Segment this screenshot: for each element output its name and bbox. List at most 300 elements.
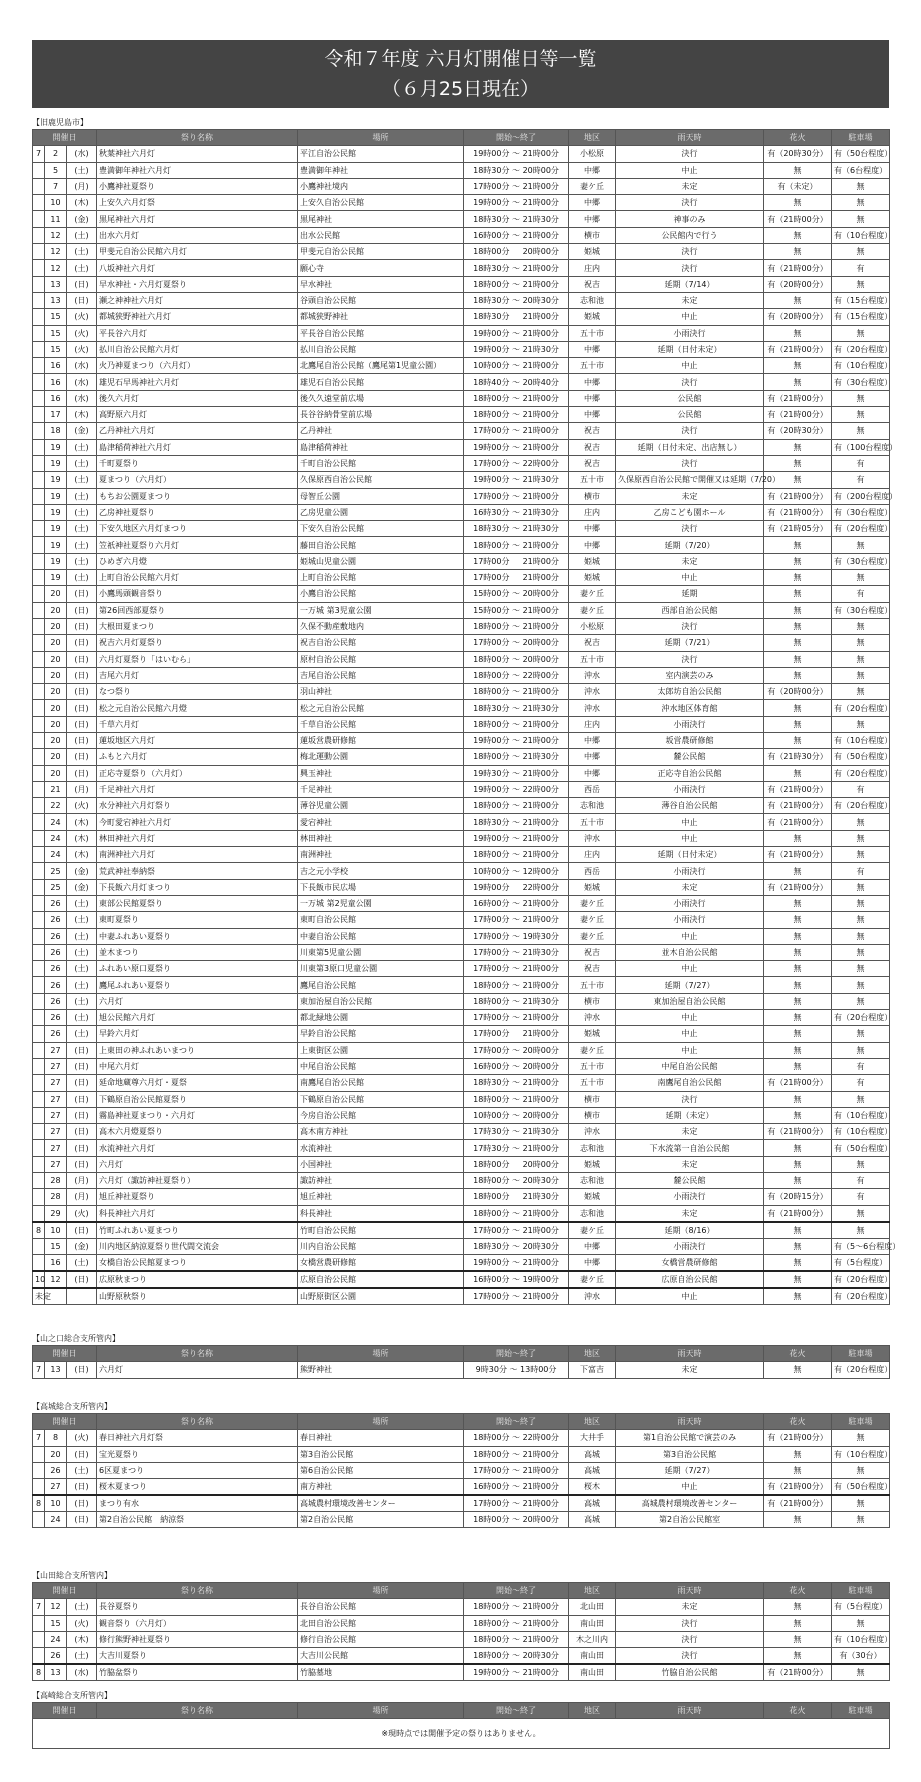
- table-cell: [33, 814, 45, 830]
- table-cell: 有（30台程度）: [832, 602, 890, 618]
- table-cell: 早鈴自治公民館: [298, 1026, 464, 1042]
- table-cell: 有（50台程度）: [832, 146, 890, 162]
- table-cell: [33, 586, 45, 602]
- table-cell: (木): [67, 195, 97, 211]
- table-cell: 19: [45, 439, 67, 455]
- table-cell: 無: [832, 1205, 890, 1222]
- table-cell: [33, 537, 45, 553]
- table-cell: 決行: [616, 618, 764, 634]
- table-cell: 有（10台程度）: [832, 1124, 890, 1140]
- table-cell: 乙房児童公園: [298, 504, 464, 520]
- table-cell: 竹町ふれあい夏まつり: [97, 1222, 298, 1239]
- table-cell: 姫城: [569, 309, 616, 325]
- table-row: [33, 1156, 890, 1172]
- table-cell: 無: [832, 814, 890, 830]
- table-cell: 早水神社・六月灯夏祭り: [97, 276, 298, 292]
- table-cell: 上安久六月灯祭: [97, 195, 298, 211]
- table-cell: 姫城: [569, 1026, 616, 1042]
- table-row: [33, 195, 890, 211]
- table-cell: 黒尾神社六月灯: [97, 211, 298, 227]
- table-row: [33, 716, 890, 732]
- table-cell: 16: [45, 1254, 67, 1271]
- table-cell: 姫城: [569, 879, 616, 895]
- table-cell: [33, 553, 45, 569]
- table-cell: [33, 504, 45, 520]
- table-cell: 沖水: [569, 1010, 616, 1026]
- table-row: [33, 830, 890, 846]
- table-cell: (土): [67, 521, 97, 537]
- table-cell: 諏訪神社: [298, 1173, 464, 1189]
- table-cell: [33, 178, 45, 194]
- table-cell: 24: [45, 814, 67, 830]
- table-cell: 延期（7/21）: [616, 635, 764, 651]
- table-cell: 26: [45, 928, 67, 944]
- table-cell: 南鷹尾自治公民館: [298, 1075, 464, 1091]
- table-cell: 千町夏祭り: [97, 455, 298, 471]
- header-cell: 祭り名称: [97, 1346, 298, 1362]
- header-cell: 開始～終了: [464, 130, 569, 146]
- table-cell: 甲斐元自治公民館六月灯: [97, 244, 298, 260]
- table-cell: 無: [764, 553, 832, 569]
- table-cell: 雄児石早馬神社六月灯: [97, 374, 298, 390]
- table-cell: 南洲神社: [298, 847, 464, 863]
- table-cell: [33, 1189, 45, 1205]
- table-cell: 27: [45, 1124, 67, 1140]
- table-cell: 下安久地区六月灯まつり: [97, 521, 298, 537]
- table-cell: 16: [45, 390, 67, 406]
- table-row: [33, 1479, 890, 1496]
- table-cell: 27: [45, 1058, 67, 1074]
- table-cell: (日): [67, 716, 97, 732]
- table-cell: 桜木夏まつり: [97, 1479, 298, 1496]
- table-cell: 小雨決行: [616, 863, 764, 879]
- table-cell: (土): [67, 570, 97, 586]
- table-cell: 24: [45, 847, 67, 863]
- table-cell: 下富吉: [569, 1362, 616, 1378]
- table-cell: 無: [832, 1664, 890, 1681]
- table-cell: 第3自治公民館: [616, 1446, 764, 1462]
- table-cell: 15: [45, 1238, 67, 1254]
- table-cell: [33, 732, 45, 748]
- table-cell: 小松原: [569, 618, 616, 634]
- table-cell: 公民館内で行う: [616, 227, 764, 243]
- table-cell: 無: [764, 944, 832, 960]
- table-row: [33, 863, 890, 879]
- table-cell: 有: [832, 781, 890, 797]
- table-row: [33, 667, 890, 683]
- table-cell: 東加治屋自治公民館: [616, 993, 764, 1009]
- table-row: [33, 1615, 890, 1631]
- table-cell: (日): [67, 684, 97, 700]
- table-cell: 無: [832, 390, 890, 406]
- table-cell: 13: [45, 276, 67, 292]
- table-cell: 南山田: [569, 1664, 616, 1681]
- table-cell: [33, 1107, 45, 1123]
- table-cell: 中止: [616, 1010, 764, 1026]
- table-cell: 20: [45, 765, 67, 781]
- header-cell: 駐車場: [832, 1703, 890, 1719]
- table-row: [33, 814, 890, 830]
- table-cell: 女橋営農研修館: [616, 1254, 764, 1271]
- table-cell: 中止: [616, 928, 764, 944]
- table-cell: 18時00分 ～ 21時00分: [464, 407, 569, 423]
- table-cell: 無: [764, 961, 832, 977]
- table-cell: 庄内: [569, 260, 616, 276]
- table-cell: [33, 244, 45, 260]
- table-cell: 五十市: [569, 814, 616, 830]
- table-cell: 7: [45, 178, 67, 194]
- table-cell: (日): [67, 586, 97, 602]
- table-cell: 平江自治公民館: [298, 146, 464, 162]
- table-cell: 26: [45, 1026, 67, 1042]
- header-cell: 花火: [764, 1703, 832, 1719]
- table-cell: 千足神社: [298, 781, 464, 797]
- table-cell: 祝吉: [569, 423, 616, 439]
- table-cell: 長谷夏祭り: [97, 1599, 298, 1615]
- table-cell: 28: [45, 1173, 67, 1189]
- table-cell: 有（50台程度）: [832, 1479, 890, 1496]
- table-cell: (木): [67, 830, 97, 846]
- table-cell: 有（30台程度）: [832, 553, 890, 569]
- table-cell: 有（50台程度）: [832, 749, 890, 765]
- table-cell: 24: [45, 1631, 67, 1647]
- table-cell: 有（15台程度）: [832, 309, 890, 325]
- table-cell: 雄児石自治公民館: [298, 374, 464, 390]
- section: [32, 1570, 893, 1681]
- table-cell: [33, 993, 45, 1009]
- table-cell: もちお公園夏まつり: [97, 488, 298, 504]
- table-row: [33, 847, 890, 863]
- table-cell: 18時00分 ～ 21時00分: [464, 1205, 569, 1222]
- table-cell: (土): [67, 912, 97, 928]
- table-cell: 上安久自治公民館: [298, 195, 464, 211]
- header-cell: 開始～終了: [464, 1346, 569, 1362]
- table-cell: 有（6台程度）: [832, 162, 890, 178]
- table-cell: 27: [45, 1140, 67, 1156]
- table-cell: 16時00分 ～ 21時00分: [464, 1479, 569, 1496]
- table-cell: 小鷹自治公民館: [298, 586, 464, 602]
- table-cell: 小鷹馬頭観音祭り: [97, 586, 298, 602]
- table-cell: 小鷹神社境内: [298, 178, 464, 194]
- table-cell: 無: [832, 1026, 890, 1042]
- table-cell: 19: [45, 537, 67, 553]
- table-cell: 無: [764, 1512, 832, 1528]
- table-cell: 10: [33, 1271, 45, 1288]
- table-cell: 8: [33, 1664, 45, 1681]
- table-cell: 16時30分 ～ 21時30分: [464, 504, 569, 520]
- table-cell: 林田神社六月灯: [97, 830, 298, 846]
- table-cell: 有（21時00分）: [764, 1430, 832, 1446]
- table-cell: 12: [45, 244, 67, 260]
- table-cell: (木): [67, 847, 97, 863]
- table-row: [33, 895, 890, 911]
- table-cell: 麓公民館: [616, 749, 764, 765]
- table-row: [33, 472, 890, 488]
- table-cell: 川東第3原口児童公園: [298, 961, 464, 977]
- table-cell: 19時00分 ～ 21時00分: [464, 195, 569, 211]
- table-cell: 16時00分 ～ 21時00分: [464, 895, 569, 911]
- table-cell: 17時00分 ～ 22時00分: [464, 455, 569, 471]
- table-cell: (木): [67, 814, 97, 830]
- table-cell: 有（21時00分）: [764, 390, 832, 406]
- table-cell: [33, 195, 45, 211]
- table-row: [33, 1189, 890, 1205]
- table-cell: 沖水: [569, 684, 616, 700]
- table-cell: 20: [45, 700, 67, 716]
- table-cell: 5: [45, 162, 67, 178]
- table-cell: 姫城山児童公園: [298, 553, 464, 569]
- table-cell: 有（30台）: [832, 1648, 890, 1665]
- table-cell: 無: [832, 716, 890, 732]
- table-row: [33, 146, 890, 162]
- table-cell: 無: [764, 1026, 832, 1042]
- table-cell: [33, 1140, 45, 1156]
- header-cell: 祭り名称: [97, 1583, 298, 1599]
- table-row: [33, 912, 890, 928]
- table-cell: 横市: [569, 1091, 616, 1107]
- table-cell: 無: [832, 912, 890, 928]
- table-cell: 有（15台程度）: [832, 292, 890, 308]
- section: [32, 1401, 893, 1528]
- table-cell: 熊野神社: [298, 1362, 464, 1378]
- table-cell: [33, 390, 45, 406]
- table-cell: [33, 879, 45, 895]
- table-cell: (土): [67, 1010, 97, 1026]
- table-row: [33, 1288, 890, 1305]
- table-cell: (日): [67, 765, 97, 781]
- section-title: 【旧鹿児島市】: [32, 118, 88, 127]
- header-cell: 場所: [298, 1583, 464, 1599]
- table-cell: 千町自治公民館: [298, 455, 464, 471]
- table-cell: まつり有水: [97, 1495, 298, 1512]
- table-cell: [33, 1479, 45, 1496]
- table-cell: 下安久自治公民館: [298, 521, 464, 537]
- table-cell: [33, 1156, 45, 1172]
- table-cell: 無: [764, 618, 832, 634]
- table-cell: 17時30分 ～ 21時00分: [464, 1140, 569, 1156]
- header-cell: 駐車場: [832, 130, 890, 146]
- table-cell: 中止: [616, 1479, 764, 1496]
- table-cell: 19: [45, 455, 67, 471]
- table-cell: 女橋営農研修館: [298, 1254, 464, 1271]
- table-cell: 12: [45, 227, 67, 243]
- table-cell: [33, 1238, 45, 1254]
- table-cell: 出水公民館: [298, 227, 464, 243]
- table-cell: 中止: [616, 309, 764, 325]
- table-cell: 25: [45, 863, 67, 879]
- table-cell: 久保原西自治公民館で開催又は延期（7/20）: [616, 472, 764, 488]
- table-cell: 24: [45, 830, 67, 846]
- table-cell: (日): [67, 602, 97, 618]
- table-cell: 祝吉: [569, 276, 616, 292]
- table-cell: 桜木: [569, 1479, 616, 1496]
- table-cell: 都城狭野神社: [298, 309, 464, 325]
- table-cell: 延期（日付未定）: [616, 341, 764, 357]
- table-row: [33, 439, 890, 455]
- table-cell: 19時00分 22時00分: [464, 879, 569, 895]
- header-cell: 地区: [569, 130, 616, 146]
- table-cell: (日): [67, 1107, 97, 1123]
- table-cell: 無: [832, 195, 890, 211]
- table-cell: 無: [764, 1615, 832, 1631]
- table-cell: 決行: [616, 244, 764, 260]
- table-cell: 横市: [569, 993, 616, 1009]
- table-cell: 18時00分 ～ 21時00分: [464, 847, 569, 863]
- table-cell: 17時00分 ～ 19時30分: [464, 928, 569, 944]
- table-cell: 五十市: [569, 472, 616, 488]
- table-cell: (月): [67, 781, 97, 797]
- table-cell: 無: [832, 667, 890, 683]
- table-cell: 28: [45, 1189, 67, 1205]
- header-row: [33, 1346, 890, 1362]
- table-cell: 有: [832, 260, 890, 276]
- table-cell: 13: [45, 1664, 67, 1681]
- table-cell: 南山田: [569, 1615, 616, 1631]
- table-cell: 無: [832, 928, 890, 944]
- table-cell: 無: [764, 765, 832, 781]
- table-cell: 秋葉神社六月灯: [97, 146, 298, 162]
- table-cell: (月): [67, 178, 97, 194]
- table-cell: 姫城: [569, 1189, 616, 1205]
- table-cell: 18時30分 ～ 21時30分: [464, 700, 569, 716]
- table-cell: なつ祭り: [97, 684, 298, 700]
- table-cell: 19時00分 ～ 21時00分: [464, 439, 569, 455]
- table-cell: 10時00分 ～ 21時00分: [464, 358, 569, 374]
- table-cell: 庄内: [569, 504, 616, 520]
- table-cell: 小雨決行: [616, 716, 764, 732]
- table-cell: 麓公民館: [616, 1173, 764, 1189]
- table-cell: 無: [764, 586, 832, 602]
- table-cell: 延期（7/27）: [616, 1462, 764, 1478]
- section: [32, 1333, 893, 1379]
- table-cell: 妻ケ丘: [569, 912, 616, 928]
- table-row: [33, 1058, 890, 1074]
- table-cell: 10: [45, 195, 67, 211]
- table-row: [33, 260, 890, 276]
- table-cell: 17時00分 ～ 20時00分: [464, 1042, 569, 1058]
- table-cell: 霧島神社夏まつり・六月灯: [97, 1107, 298, 1123]
- table-cell: 19時00分 ～ 21時30分: [464, 341, 569, 357]
- table-cell: 12: [45, 1271, 67, 1288]
- table-cell: 無: [832, 895, 890, 911]
- table-cell: [33, 944, 45, 960]
- table-cell: 未定: [33, 1288, 45, 1305]
- table-cell: 庄内: [569, 716, 616, 732]
- table-cell: (火): [67, 341, 97, 357]
- table-cell: 沖水: [569, 1288, 616, 1305]
- table-cell: 無: [832, 276, 890, 292]
- table-cell: 19時30分 ～ 21時00分: [464, 765, 569, 781]
- table-cell: 薄谷自治公民館: [616, 798, 764, 814]
- table-cell: 大井手: [569, 1430, 616, 1446]
- table-row: [33, 749, 890, 765]
- table-cell: 高城: [569, 1462, 616, 1478]
- table-cell: 第1自治公民館で演芸のみ: [616, 1430, 764, 1446]
- table-cell: [33, 765, 45, 781]
- table-cell: 有（20時00分）: [764, 309, 832, 325]
- table-cell: 払川自治公民館: [298, 341, 464, 357]
- table-cell: 無: [764, 1222, 832, 1239]
- table-cell: 中郷: [569, 537, 616, 553]
- table-cell: 有（20台程度）: [832, 765, 890, 781]
- header-cell: 駐車場: [832, 1414, 890, 1430]
- table-cell: 有（10台程度）: [832, 732, 890, 748]
- table-cell: 17時00分 ～ 21時00分: [464, 423, 569, 439]
- table-cell: 南鷹尾自治公民館: [616, 1075, 764, 1091]
- table-row: [33, 1205, 890, 1222]
- table-cell: 無: [764, 1446, 832, 1462]
- table-cell: 20: [45, 651, 67, 667]
- table-row: [33, 1107, 890, 1123]
- table-cell: 有（50台程度）: [832, 1140, 890, 1156]
- header-cell: 開催日: [33, 130, 97, 146]
- table-cell: 志和池: [569, 1140, 616, 1156]
- table-cell: 26: [45, 895, 67, 911]
- table-cell: [33, 618, 45, 634]
- table-cell: (日): [67, 1446, 97, 1462]
- table-cell: 中郷: [569, 195, 616, 211]
- table-cell: [33, 1173, 45, 1189]
- table-cell: 無: [764, 635, 832, 651]
- table-row: [33, 455, 890, 471]
- table-cell: [33, 1512, 45, 1528]
- table-cell: 有: [832, 1173, 890, 1189]
- table-cell: [33, 684, 45, 700]
- table-cell: 有: [832, 472, 890, 488]
- table-row: [33, 618, 890, 634]
- table-cell: (日): [67, 1042, 97, 1058]
- table-cell: (水): [67, 358, 97, 374]
- table-cell: 26: [45, 1648, 67, 1665]
- table-cell: 無: [764, 716, 832, 732]
- table-cell: 中止: [616, 358, 764, 374]
- table-cell: 乙丹神社六月灯: [97, 423, 298, 439]
- table-cell: 有（30台程度）: [832, 374, 890, 390]
- table-cell: 鷹尾自治公民館: [298, 977, 464, 993]
- table-cell: 15時00分 ～ 20時00分: [464, 586, 569, 602]
- table-row: [33, 879, 890, 895]
- table-cell: 20: [45, 618, 67, 634]
- table-cell: (水): [67, 390, 97, 406]
- table-cell: 有（20時30分）: [764, 423, 832, 439]
- header-cell: 祭り名称: [97, 1414, 298, 1430]
- title-line1: 令和７年度 六月灯開催日等一覧: [324, 48, 597, 70]
- schedule-table: [32, 1582, 893, 1681]
- table-cell: 無: [832, 1156, 890, 1172]
- table-cell: 無: [832, 325, 890, 341]
- table-cell: 下鶴原自治公民館: [298, 1091, 464, 1107]
- table-cell: [33, 521, 45, 537]
- table-cell: 中郷: [569, 1254, 616, 1271]
- table-cell: 祝吉自治公民館: [298, 635, 464, 651]
- table-cell: (日): [67, 635, 97, 651]
- table-cell: 無: [832, 1091, 890, 1107]
- table-cell: (水): [67, 374, 97, 390]
- table-cell: (土): [67, 472, 97, 488]
- table-cell: 有（20台程度）: [832, 798, 890, 814]
- table-row: [33, 1075, 890, 1091]
- table-row: [33, 798, 890, 814]
- table-cell: 16時00分 ～ 19時00分: [464, 1271, 569, 1288]
- table-cell: 無: [832, 879, 890, 895]
- table-cell: 13: [45, 292, 67, 308]
- header-row: [33, 1414, 890, 1430]
- table-cell: [33, 1042, 45, 1058]
- table-cell: 有（21時00分）: [764, 1205, 832, 1222]
- section: [32, 117, 901, 1305]
- table-cell: 無: [764, 1631, 832, 1647]
- table-cell: 妻ケ丘: [569, 928, 616, 944]
